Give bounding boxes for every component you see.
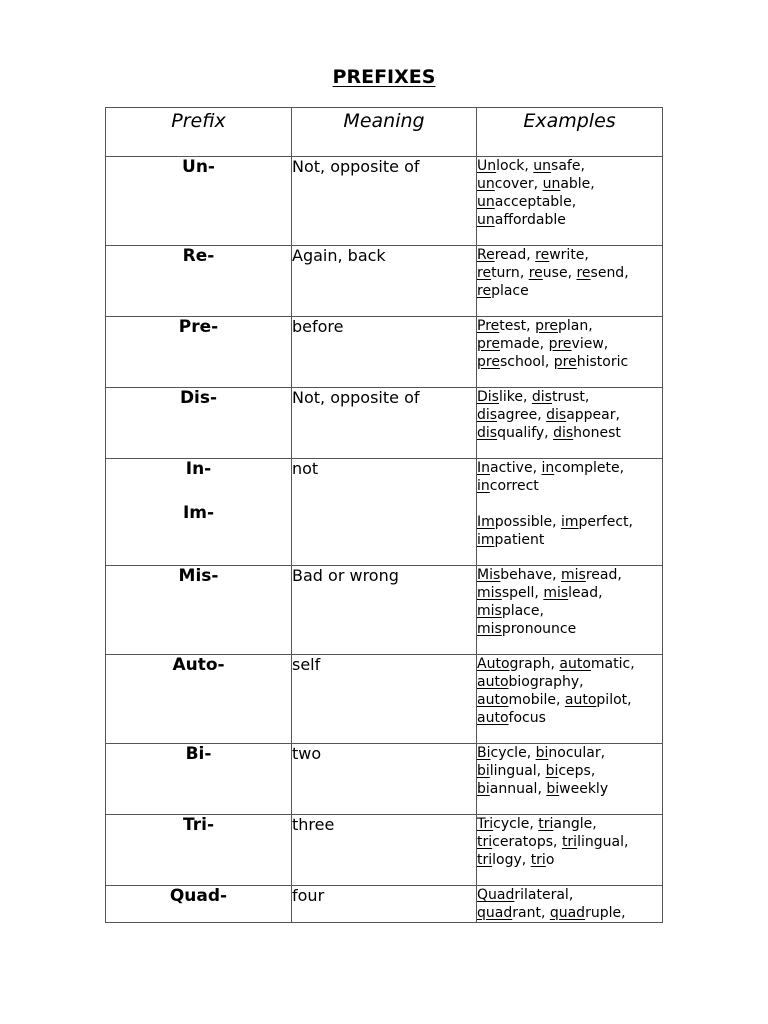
prefix-label: Dis-: [179, 388, 218, 408]
prefix-label: Quad-: [169, 886, 228, 906]
examples-cell: [477, 886, 663, 923]
example-prefix-part: pre: [553, 354, 577, 370]
example-word: resend: [576, 265, 625, 281]
prefix-cell: [106, 815, 292, 886]
example-word: triceratops: [477, 834, 554, 850]
example-word: reuse: [528, 265, 568, 281]
example-prefix-part: Pre: [477, 318, 500, 334]
prefix-label: Bi-: [185, 744, 212, 764]
table-row: [106, 388, 663, 459]
example-word: biannual: [477, 781, 538, 797]
example-prefix-part: auto: [477, 692, 509, 708]
example-group: Pretest, preplan, premade, preview, preschool, prehistoric: [477, 318, 629, 370]
example-prefix-part: tri: [530, 852, 546, 868]
examples-cell: [477, 459, 663, 566]
table-row: [106, 815, 663, 886]
prefix-table: [105, 107, 663, 923]
example-prefix-part: in: [541, 460, 555, 476]
table-row: [106, 886, 663, 923]
prefix-label: Im-: [182, 503, 215, 523]
example-word: Dislike: [477, 389, 523, 405]
meaning-cell: not: [292, 459, 477, 566]
example-word: disappear: [546, 407, 616, 423]
prefix-label: Tri-: [183, 815, 214, 835]
example-word: imperfect: [561, 514, 629, 530]
table-row: [106, 246, 663, 317]
table-row: [106, 566, 663, 655]
example-word: disagree: [477, 407, 538, 423]
table-body: [106, 157, 663, 923]
example-word: unsafe: [533, 158, 581, 174]
example-word: mislead: [543, 585, 599, 601]
prefix-cell: [106, 388, 292, 459]
example-group: Misbehave, misread, misspell, mislead, misplace, mispronounce: [477, 567, 622, 637]
example-prefix-part: pre: [548, 336, 572, 352]
prefix-cell: [106, 886, 292, 923]
example-prefix-part: tri: [477, 834, 493, 850]
example-prefix-part: tri: [477, 852, 493, 868]
example-prefix-part: un: [542, 176, 561, 192]
example-prefix-part: Re: [477, 247, 495, 263]
example-prefix-part: Tri: [477, 816, 494, 832]
prefix-cell: [106, 566, 292, 655]
example-word: bilingual: [477, 763, 537, 779]
example-word: triangle: [538, 816, 593, 832]
example-prefix-part: In: [477, 460, 491, 476]
example-prefix-part: re: [535, 247, 550, 263]
example-prefix-part: dis: [477, 425, 498, 441]
example-word: Reread: [477, 247, 527, 263]
example-word: Inactive: [477, 460, 533, 476]
example-prefix-part: un: [477, 176, 495, 192]
example-word: replace: [477, 283, 529, 299]
example-word: incomplete: [541, 460, 620, 476]
example-prefix-part: tri: [561, 834, 578, 850]
example-word: Pretest: [477, 318, 527, 334]
prefix-cell: [106, 157, 292, 246]
example-word: Autograph: [477, 656, 551, 672]
prefix-label: In-: [185, 459, 212, 479]
meaning-cell: two: [292, 744, 477, 815]
prefix-cell: [106, 246, 292, 317]
example-word: trilogy: [477, 852, 522, 868]
example-word: misread: [561, 567, 618, 583]
example-prefix-part: pre: [477, 336, 500, 352]
examples-cell: [477, 744, 663, 815]
prefix-label: Pre-: [178, 317, 219, 337]
example-group: Impossible, imperfect, impatient: [477, 514, 633, 548]
example-prefix-part: quad: [477, 905, 513, 921]
table-row: [106, 655, 663, 744]
example-word: Misbehave: [477, 567, 553, 583]
example-word: preplan: [535, 318, 589, 334]
example-group: Inactive, incomplete, incorrect: [477, 460, 625, 494]
example-prefix-part: mis: [561, 567, 586, 583]
prefix-cell: [106, 655, 292, 744]
example-word: binocular: [535, 745, 601, 761]
meaning-cell: self: [292, 655, 477, 744]
meaning-cell: before: [292, 317, 477, 388]
example-prefix-part: mis: [543, 585, 569, 601]
prefix-label: Un-: [182, 157, 215, 177]
example-prefix-part: Quad: [477, 887, 515, 903]
example-word: impatient: [477, 532, 545, 548]
example-word: Bicycle: [477, 745, 527, 761]
example-word: mispronounce: [477, 621, 577, 637]
table-row: [106, 157, 663, 246]
examples-cell: [477, 566, 663, 655]
example-prefix-part: bi: [477, 763, 490, 779]
example-prefix-part: mis: [477, 585, 502, 601]
example-word: misplace: [477, 603, 540, 619]
example-group: Autograph, automatic, autobiography, automobile, autopilot, autofocus: [477, 656, 635, 726]
example-word: return: [477, 265, 520, 281]
example-prefix-part: un: [477, 212, 495, 228]
example-prefix-part: pre: [477, 354, 500, 370]
example-prefix-part: bi: [477, 781, 490, 797]
example-prefix-part: auto: [477, 674, 509, 690]
examples-cell: [477, 815, 663, 886]
example-prefix-part: pre: [535, 318, 559, 334]
example-prefix-part: un: [477, 194, 495, 210]
meaning-cell: three: [292, 815, 477, 886]
example-word: rewrite: [535, 247, 585, 263]
example-prefix-part: re: [528, 265, 543, 281]
example-group: Reread, rewrite, return, reuse, resend, replace: [477, 247, 629, 299]
meaning-cell: Not, opposite of: [292, 157, 477, 246]
example-prefix-part: dis: [553, 425, 574, 441]
example-word: misspell: [477, 585, 535, 601]
example-word: autobiography: [477, 674, 580, 690]
example-word: distrust: [531, 389, 585, 405]
example-word: preschool: [477, 354, 545, 370]
example-word: biweekly: [546, 781, 609, 797]
example-group: Tricycle, triangle, triceratops, trilingual, trilogy, trio: [477, 816, 629, 868]
example-prefix-part: auto: [477, 710, 509, 726]
example-prefix-part: im: [477, 532, 495, 548]
examples-cell: [477, 317, 663, 388]
examples-cell: [477, 388, 663, 459]
example-prefix-part: bi: [545, 763, 559, 779]
example-word: disqualify: [477, 425, 545, 441]
example-prefix-part: mis: [477, 621, 502, 637]
example-prefix-part: auto: [559, 656, 591, 672]
meaning-cell: Again, back: [292, 246, 477, 317]
header-examples: Examples: [477, 108, 663, 157]
example-group: Unlock, unsafe, uncover, unable, unacceptable, unaffordable: [477, 158, 595, 228]
example-word: dishonest: [553, 425, 621, 441]
example-word: autopilot: [564, 692, 628, 708]
example-prefix-part: auto: [564, 692, 597, 708]
example-word: unacceptable: [477, 194, 572, 210]
example-prefix-part: bi: [535, 745, 549, 761]
table-row: [106, 317, 663, 388]
example-prefix-part: im: [561, 514, 579, 530]
example-group: Dislike, distrust, disagree, disappear, disqualify, dishonest: [477, 389, 621, 441]
example-prefix-part: bi: [546, 781, 560, 797]
example-prefix-part: Auto: [477, 656, 510, 672]
examples-cell: [477, 246, 663, 317]
table-row: [106, 459, 663, 566]
example-word: autofocus: [477, 710, 546, 726]
example-prefix-part: re: [477, 265, 492, 281]
example-prefix-part: Bi: [477, 745, 491, 761]
example-word: Quadrilateral: [477, 887, 569, 903]
example-word: prehistoric: [553, 354, 629, 370]
example-prefix-part: Dis: [477, 389, 499, 405]
example-word: preview: [548, 336, 604, 352]
example-word: quadrant: [477, 905, 541, 921]
example-word: Impossible: [477, 514, 553, 530]
prefix-cell: [106, 459, 292, 566]
example-word: unable: [542, 176, 591, 192]
example-prefix-part: un: [533, 158, 552, 174]
example-group: Quadrilateral, quadrant, quadruple,: [477, 887, 626, 921]
example-word: unaffordable: [477, 212, 566, 228]
example-word: Tricycle: [477, 816, 530, 832]
example-prefix-part: dis: [477, 407, 498, 423]
example-prefix-part: dis: [531, 389, 552, 405]
prefix-cell: [106, 744, 292, 815]
example-word: uncover: [477, 176, 534, 192]
example-prefix-part: mis: [477, 603, 502, 619]
example-word: trio: [530, 852, 555, 868]
example-prefix-part: Un: [477, 158, 497, 174]
page-title: PREFIXES: [332, 66, 436, 88]
example-word: Unlock: [477, 158, 525, 174]
example-group: Bicycle, binocular, bilingual, biceps, biannual, biweekly: [477, 745, 609, 797]
header-prefix: Prefix: [106, 108, 292, 157]
example-prefix-part: Mis: [477, 567, 501, 583]
example-word: incorrect: [477, 478, 539, 494]
example-prefix-part: tri: [538, 816, 554, 832]
example-word: automatic: [559, 656, 631, 672]
example-prefix-part: re: [576, 265, 591, 281]
example-word: premade: [477, 336, 540, 352]
example-prefix-part: re: [477, 283, 492, 299]
example-prefix-part: Im: [477, 514, 495, 530]
example-word: biceps: [545, 763, 591, 779]
examples-cell: [477, 157, 663, 246]
meaning-cell: Bad or wrong: [292, 566, 477, 655]
example-word: trilingual: [561, 834, 624, 850]
example-prefix-part: quad: [549, 905, 586, 921]
example-word: quadruple: [549, 905, 622, 921]
example-prefix-part: in: [477, 478, 490, 494]
table-row: [106, 744, 663, 815]
example-word: automobile: [477, 692, 556, 708]
meaning-cell: four: [292, 886, 477, 923]
header-row: [106, 108, 663, 157]
prefix-label: Re-: [182, 246, 215, 266]
prefix-label: Auto-: [172, 655, 225, 675]
prefix-label: Mis-: [178, 566, 219, 586]
meaning-cell: Not, opposite of: [292, 388, 477, 459]
example-prefix-part: dis: [546, 407, 567, 423]
prefix-cell: [106, 317, 292, 388]
header-meaning: Meaning: [292, 108, 477, 157]
examples-cell: [477, 655, 663, 744]
